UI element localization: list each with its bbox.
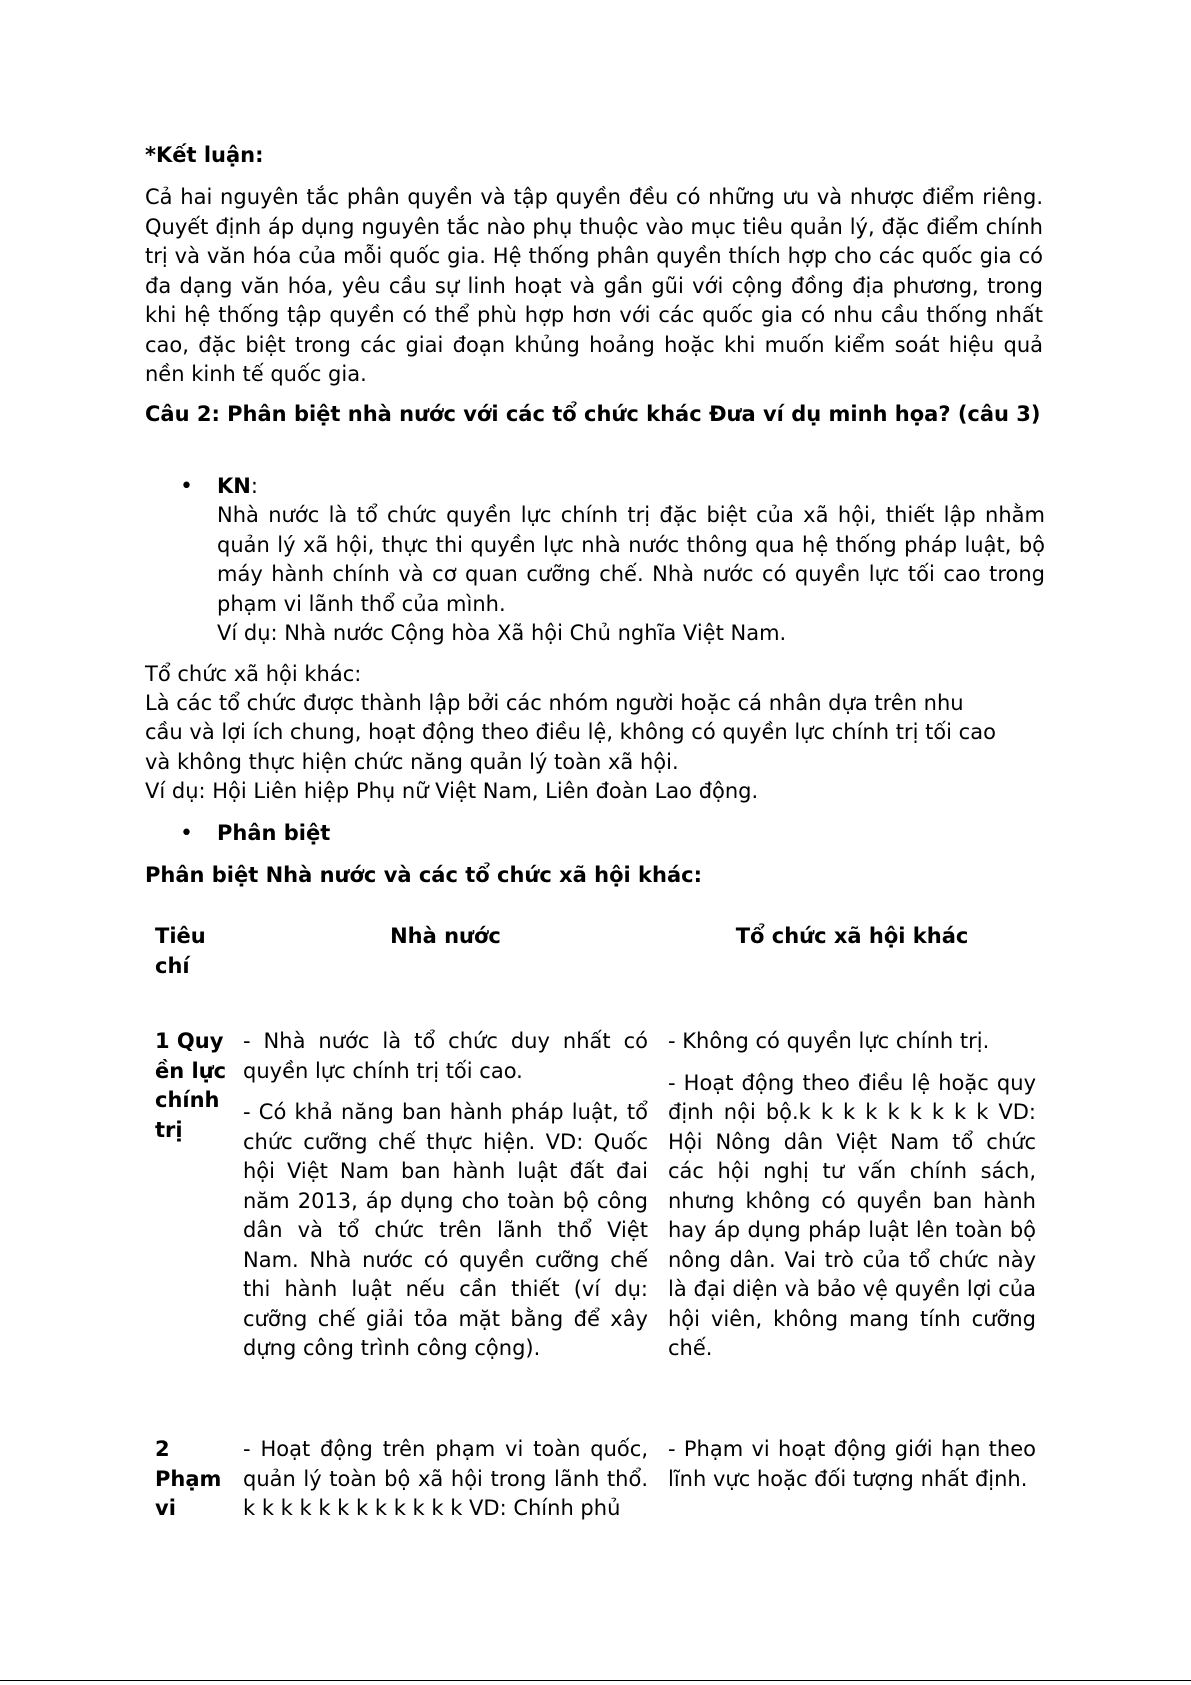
page-bottom-rule	[0, 1680, 1191, 1681]
conclusion-heading: *Kết luận:	[145, 143, 264, 167]
kn-colon: :	[250, 474, 258, 498]
row-1-other	[668, 1027, 1036, 1376]
kn-label: KN	[217, 474, 251, 498]
conclusion-paragraph: Cả hai nguyên tắc phân quyền và tập quyền đều có những ưu và nhược điểm riêng. Quyết định áp dụng nguyên tắc nào phụ thuộc vào mục tiêu quản lý, đặc điểm chính trị và văn hóa của mỗi quốc gia. Hệ thống phân quyền thích hợp cho các quốc gia có đa dạng văn hóa, yêu cầu sự linh hoạt và gần gũi với cộng đồng địa phương, trong khi hệ thống tập quyền có thể phù hợp hơn với các quốc gia có nhu cầu thống nhất cao, đặc biệt trong các giai đoạn khủng hoảng hoặc khi muốn kiểm soát hiệu quả nền kinh tế quốc gia.	[145, 185, 1043, 386]
row-2-state-p1: - Hoạt động trên phạm vi toàn quốc, quản lý toàn bộ xã hội trong lãnh thổ. k k k k k k k k k k k k VD: Chính phủ	[243, 1437, 648, 1520]
row-1-other-p1: - Không có quyền lực chính trị.	[668, 1029, 990, 1053]
distinguish-label: Phân biệt	[217, 821, 331, 845]
table-title: Phân biệt Nhà nước và các tổ chức xã hội khác:	[145, 863, 702, 887]
question-title: Câu 2: Phân biệt nhà nước với các tổ chức khác Đưa ví dụ minh họa? (câu 3)	[145, 402, 1041, 426]
kn-example: Ví dụ: Nhà nước Cộng hòa Xã hội Chủ nghĩa Việt Nam.	[217, 621, 787, 645]
header-other: Tổ chức xã hội khác	[735, 924, 969, 948]
row-2-state	[243, 1435, 648, 1536]
row-1-criteria: 1 Quyền lực chính trị	[155, 1029, 227, 1142]
other-org-example: Ví dụ: Hội Liên hiệp Phụ nữ Việt Nam, Liên đoàn Lao động.	[145, 779, 759, 803]
kn-definition: Nhà nước là tổ chức quyền lực chính trị đặc biệt của xã hội, thiết lập nhằm quản lý xã hội, thực thi quyền lực nhà nước thông qua hệ thống pháp luật, bộ máy hành chính và cơ quan cưỡng chế. Nhà nước có quyền lực tối cao trong phạm vi lãnh thổ của mình.	[217, 503, 1045, 616]
bullet-kn: •	[180, 474, 193, 499]
other-org-line-2: cầu và lợi ích chung, hoạt động theo điều lệ, không có quyền lực chính trị tối cao	[145, 720, 996, 744]
kn-heading	[217, 472, 258, 502]
other-org-line-3: và không thực hiện chức năng quản lý toàn xã hội.	[145, 750, 679, 774]
row-2-criteria: 2 Phạm vi	[155, 1437, 222, 1520]
row-1-state-p2: - Có khả năng ban hành pháp luật, tổ chức cưỡng chế thực hiện. VD: Quốc hội Việt Nam ban hành luật đất đai năm 2013, áp dụng cho toàn bộ công dân và tổ chức trên lãnh thổ Việt Nam. Nhà nước có quyền cưỡng chế thi hành luật nếu cần thiết (ví dụ: cưỡng chế giải tỏa mặt bằng để xây dựng công trình công cộng).	[243, 1100, 648, 1360]
other-org-line-1: Là các tổ chức được thành lập bởi các nhóm người hoặc cá nhân dựa trên nhu	[145, 691, 964, 715]
row-1-other-p2: - Hoạt động theo điều lệ hoặc quy định nội bộ.k k k k k k k k k VD: Hội Nông dân Việt Nam tổ chức các hội nghị tư vấn chính sách, nhưng không có quyền ban hành hay áp dụng pháp luật lên toàn bộ nông dân. Vai trò của tổ chức này là đại diện và bảo vệ quyền lợi của hội viên, không mang tính cưỡng chế.	[668, 1070, 1036, 1360]
row-1-state-p1: - Nhà nước là tổ chức duy nhất có quyền lực chính trị tối cao.	[243, 1029, 648, 1083]
header-criteria: Tiêu chí	[155, 924, 206, 978]
row-1-state	[243, 1027, 648, 1376]
header-state: Nhà nước	[390, 924, 501, 948]
row-2-other-p1: - Phạm vi hoạt động giới hạn theo lĩnh vực hoặc đối tượng nhất định.	[668, 1437, 1036, 1491]
row-2-other	[668, 1435, 1036, 1506]
bullet-distinguish: •	[180, 821, 193, 846]
other-org-heading: Tổ chức xã hội khác:	[145, 662, 362, 686]
